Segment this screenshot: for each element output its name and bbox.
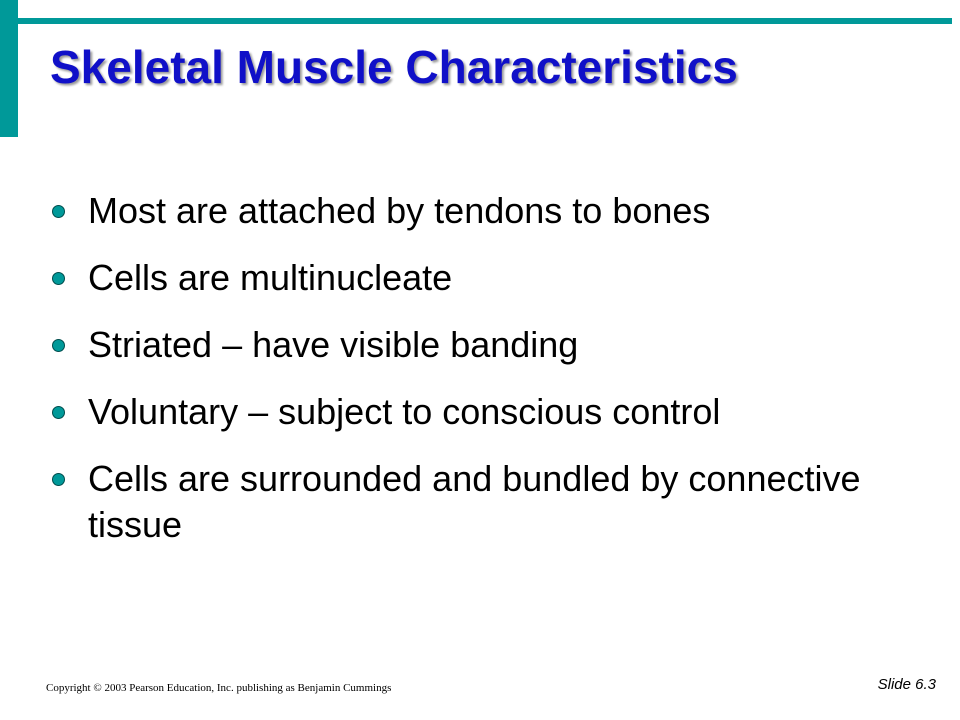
bullet-item (52, 322, 932, 368)
bullet-dot-icon (52, 473, 65, 486)
bullet-item (52, 188, 932, 234)
bullet-list (52, 188, 932, 569)
bullet-dot-icon (52, 205, 65, 218)
slide-number: Slide 6.3 (877, 676, 936, 693)
bullet-text: Most are attached by tendons to bones (88, 190, 711, 231)
bullet-dot-icon (52, 406, 65, 419)
bullet-text: Striated – have visible banding (88, 324, 579, 365)
bullet-dot-icon (52, 272, 65, 285)
slide-title: Skeletal Muscle Characteristics (50, 41, 738, 93)
accent-bar-horizontal (18, 18, 952, 24)
bullet-item (52, 456, 932, 548)
bullet-item (52, 389, 932, 435)
bullet-text: Cells are surrounded and bundled by connective tissue (88, 458, 861, 545)
bullet-dot-icon (52, 339, 65, 352)
bullet-text: Voluntary – subject to conscious control (88, 391, 721, 432)
copyright-notice: Copyright © 2003 Pearson Education, Inc. publishing as Benjamin Cummings (46, 682, 392, 694)
bullet-text: Cells are multinucleate (88, 257, 453, 298)
bullet-item (52, 255, 932, 301)
accent-bar-vertical (0, 0, 18, 137)
